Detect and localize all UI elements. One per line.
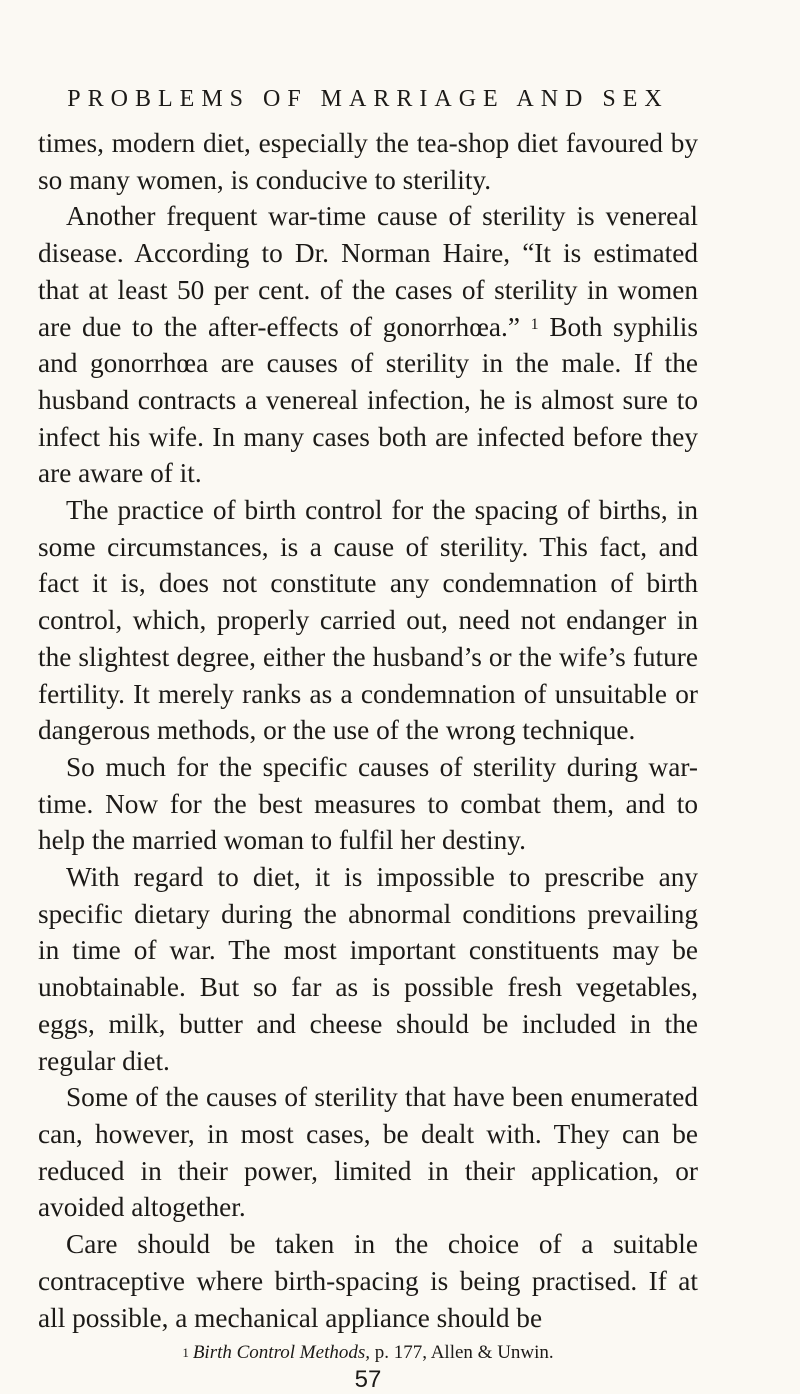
paragraph-4: So much for the specific causes of sterility during war-time. Now for the best measures to combat them, and to help the married woman to fulfil her destiny. [38,751,698,856]
paragraph-2-text-a: Another frequent war-time cause of sterility is venereal disease. According to Dr. Norman Haire, “It is estimated that at least 50 per cent. of the cases of sterility in women are due to the after-effects of gonorrhœa.” [38,201,698,342]
book-page [38,86,698,1394]
running-header: PROBLEMS OF MARRIAGE AND SEX [67,86,669,112]
paragraph-3: The practice of birth control for the spacing of births, in some circumstances, is a cause of sterility. This fact, and fact it is, does not constitute any condemnation of birth control, which, properly carried out, need not endanger in the slightest degree, either the husband’s or the wife’s future fertility. It merely ranks as a condemnation of unsuitable or dangerous methods, or the use of the wrong technique. [38,495,698,746]
footnote [38,1340,698,1366]
paragraph-7: Care should be taken in the choice of a suitable contraceptive where birth-spacing is being practised. If at all possible, a mechanical appliance should be [38,1229,698,1333]
paragraph-2 [38,198,698,492]
paragraph-6: Some of the causes of sterility that have been enumerated can, however, in most cases, be dealt with. They can be reduced in their power, limited in their application, or avoided altogether. [38,1082,698,1223]
paragraph-5: With regard to diet, it is impossible to prescribe any specific dietary during the abnormal conditions prevailing in time of war. The most important constituents may be unobtainable. But so far as is possible fresh vegetables, eggs, milk, butter and cheese should be included in the regular diet. [38,862,698,1076]
footnote-title: Birth Control Methods, [192,1342,370,1364]
page-number: 57 [354,1366,382,1394]
paragraph-1: times, modern diet, especially the tea-shop diet favoured by so many women, is conducive to sterility. [38,128,698,195]
footnote-reference: 1 [530,315,539,333]
footnote-citation: p. 177, Allen & Unwin. [370,1342,554,1364]
footnote-marker: 1 [182,1345,189,1361]
paragraph-2-text-b: Both syphilis and gonorrhœa are causes of sterility in the male. If the husband contracts a venereal infection, he is almost sure to infect his wife. In many cases both are infected before they are aware of it. [38,311,699,489]
